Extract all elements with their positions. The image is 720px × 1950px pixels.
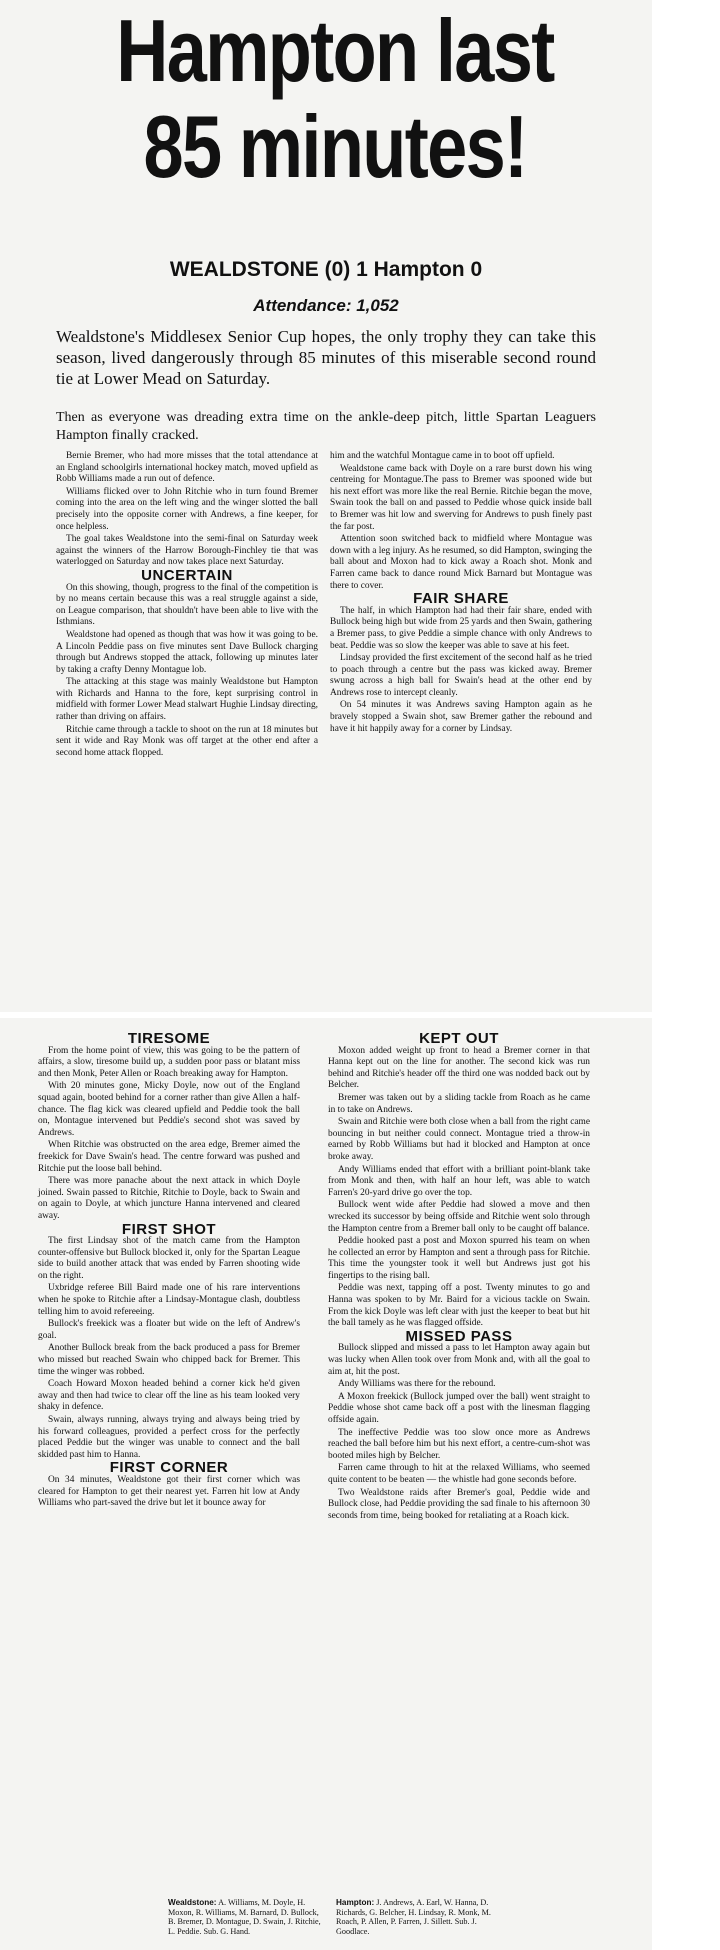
paragraph: A Moxon freekick (Bullock jumped over the ball) went straight to Peddie whose shot came back off a post with the linesman flagging offside again. [328, 1391, 590, 1425]
paragraph: With 20 minutes gone, Micky Doyle, now out of the England squad again, booted behind for a corner rather than give Allen a half-chance. The flag kick was cleared upfield and Peddie took the ball on, Montague intervened but Peddie's second shot was saved by Andrews. [38, 1081, 300, 1138]
intro-paragraph: Wealdstone's Middlesex Senior Cup hopes, the only trophy they can take this season, lived dangerously through 85 minutes of this miserable second round tie at Lower Mead on Saturday. [56, 327, 596, 388]
paragraph: Peddie hooked past a post and Moxon spurred his team on when he collected an error by Hampton and sent a through pass for Ritchie. This time the youngster took it well but Andrews just got his fingertips to the rising ball. [328, 1236, 590, 1281]
subheading-first-shot: FIRST SHOT [121, 1220, 217, 1238]
paragraph: On 34 minutes, Wealdstone got their first corner which was cleared for Hampton to get their nearest yet. Farren hit low at Andy Williams who part-saved the drive but let it bounce away for [38, 1474, 300, 1509]
subheading-uncertain: UNCERTAIN [141, 566, 233, 584]
paragraph: Andy Williams ended that effort with a brilliant point-blank take from Monk and then, with half an hour left, was able to watch Farren's 20-yard drive go over the top. [328, 1164, 590, 1198]
article-clipping-top [0, 0, 652, 1012]
subheading-first-corner: FIRST CORNER [109, 1459, 229, 1477]
paragraph: The goal takes Wealdstone into the semi-final on Saturday week against the winners of the Harrow Borough-Finchley tie that was waterlogged on Saturday and now takes place next Saturday. [56, 534, 318, 568]
paragraph: Wealdstone came back with Doyle on a rare burst down his wing centreing for Montague.The pass to Bremer was spooned wide but his next effort was more like the real Bernie. Ritchie began the move, Swain took the ball on and passed to Peddie whose quick inside ball to Bremer was hit low and swerving for Andrews to push finely past the far post. [330, 463, 592, 532]
paragraph: Farren came through to hit at the relaxed Williams, who seemed quite content to be beaten — the whistle had gone seconds before. [328, 1463, 590, 1485]
lineup-label: Hampton: [336, 1898, 375, 1907]
paragraph: Two Wealdstone raids after Bremer's goal, Peddie wide and Bullock close, had Peddie providing the sad finale to his afternoon 30 seconds from time, being booked for retaliating at a Roach kick. [328, 1487, 590, 1521]
paragraph: There was more panache about the next attack in which Doyle joined. Swain passed to Ritchie, Ritchie to Doyle, back to Swain and on again to Doyle, at which juncture Hanna intervened and cleared away. [38, 1176, 300, 1221]
paragraph: Peddie was next, tapping off a post. Twenty minutes to go and Hanna was spoken to by Mr. Baird for a vicious tackle on Swain. From the kick Doyle was left clear with just the keeper to beat but hit the ball tamely as he was flagged offside. [328, 1283, 590, 1329]
lineup-list: A. Williams, M. Doyle, H. Moxon, R. Williams, M. Barnard, D. Bullock, B. Bremer, D. Montague, D. Swain, J. Ritchie, L. Peddie. Sub. G. Hand. [168, 1898, 321, 1936]
paragraph: On this showing, though, progress to the final of the competition is by no means certain because this was a real struggle against a side, on League comparison, that shouldn't have been able to live with the Isthmians. [56, 582, 318, 628]
paragraph: Bremer was taken out by a sliding tackle from Roach as he came in to take on Andrews. [328, 1092, 590, 1115]
paragraph: Moxon added weight up front to head a Bremer corner in that Hanna kept out on the line for another. The second kick was run behind and Ritchie's header off the third one was nodded back out by Belcher. [328, 1045, 590, 1091]
paragraph: The ineffective Peddie was too slow once more as Andrews reached the ball before him but his next effort, a centre-cum-shot was booted miles high by Belcher. [328, 1427, 590, 1461]
paragraph: Swain and Ritchie were both close when a ball from the right came bouncing in but neither could connect. Montague tried a throw-in earned by Robb Williams but had it blocked and Hampton at once broke away. [328, 1117, 591, 1162]
paragraph: Bernie Bremer, who had more misses that the total attendance at an England schoolgirls international hockey match, moved upfield as Robb Williams made a run out of defence. [56, 451, 318, 485]
hampton-lineup [336, 1898, 496, 1936]
article-clipping-bottom [0, 1018, 652, 1950]
lineup-list: J. Andrews, A. Earl, W. Hanna, D. Richards, G. Belcher, H. Lindsay, R. Monk, M. Roach, P. Allen, P. Farren, J. Sillett. Sub. J. Goodlace. [336, 1898, 491, 1936]
paragraph: From the home point of view, this was going to be the pattern of affairs, a slow, tiresome build up, a sudden poor pass or blatant miss and then Monk, Peter Allen or Roach breaking away for Hampton. [38, 1045, 300, 1079]
paragraph: Lindsay provided the first excitement of the second half as he tried to poach through a centre but the pass was kicked away. Bremer swung across a high ball for Swain's head at the other end by Andrews rose to intercept cleanly. [330, 653, 592, 698]
lineup-label: Wealdstone: [168, 1898, 217, 1907]
attendance: Attendance: 1,052 [253, 296, 399, 315]
left-column [56, 451, 318, 760]
right-column [330, 451, 592, 736]
paragraph: him and the watchful Montague came in to boot off upfield. [330, 451, 555, 461]
left-column [38, 1030, 300, 1511]
paragraph: Swain, always running, always trying and always being tried by his forward colleagues, provided a perfect cross for the perfectly placed Peddie but the winger was unable to connect and the ball skidded past him to Hanna. [38, 1415, 300, 1460]
paragraph: Wealdstone had opened as though that was how it was going to be. A Lincoln Peddie pass on five minutes sent Dave Bullock charging through but Andrews stopped the attack, following up minutes later by taking a crafty Denny Montague lob. [56, 629, 318, 675]
subheading-fair-share: FAIR SHARE [413, 590, 509, 608]
paragraph: Another Bullock break from the back produced a pass for Bremer who missed but reached Swain who chipped back for Bremer. This time the winger was robbed. [38, 1343, 300, 1377]
score-line: WEALDSTONE (0) 1 Hampton 0 [169, 258, 483, 281]
paragraph: Andy Williams was there for the rebound. [338, 1379, 496, 1390]
paragraph: The first Lindsay shot of the match came from the Hampton counter-offensive but Bullock blocked it, only for the Spartan League side to build another attack that was ended by Farren shooting wide on the right. [38, 1236, 300, 1281]
paragraph: The half, in which Hampton had had their fair share, ended with Bullock being high but wide from 25 yards and then Swain, gathering a Bremer pass, to give Peddie a simple chance with only Andrews to beat. Peddie was so slow the keeper was able to save at his feet. [330, 605, 592, 651]
subheading-missed-pass: MISSED PASS [405, 1327, 513, 1345]
paragraph: On 54 minutes it was Andrews saving Hampton again as he bravely stopped a Swain shot, saw Bremer gather the rebound and have it hit happily away for a corner by Lindsay. [330, 700, 592, 734]
paragraph: Williams flicked over to John Ritchie who in turn found Bremer coming into the area on the left wing and the winger slotted the ball precisely into the opposite corner with Andrews, a fine keeper, for once helpless. [56, 486, 318, 532]
paragraph: The attacking at this stage was mainly Wealdstone but Hampton with Richards and Hanna to the fore, kept surprising control in midfield with former Lower Mead stalwart Hughie Lindsay directing, rather than driving on affairs. [56, 677, 318, 723]
paragraph: Attention soon switched back to midfield where Montague was down with a leg injury. As he resumed, so did Hampton, swinging the ball about and Moxon had to kick away a Roach shot. Monk and Farren came back to dance round Mick Barnard but Montague was there to cover. [330, 534, 592, 591]
wealdstone-lineup [168, 1898, 326, 1936]
right-column [328, 1030, 591, 1523]
subheading-kept-out: KEPT OUT [419, 1030, 499, 1047]
paragraph: Bullock's freekick was a floater but wide on the left of Andrew's goal. [38, 1319, 300, 1341]
paragraph: Ritchie came through a tackle to shoot on the run at 18 minutes but sent it wide and Ray Monk was off target at the other end after a second home attack flopped. [56, 724, 318, 758]
headline-line-1: Hampton last [116, 1, 554, 100]
intro-paragraph-2: Then as everyone was dreading extra time on the ankle-deep pitch, little Spartan Leaguers Hampton finally cracked. [56, 410, 596, 443]
headline-line-2: 85 minutes! [143, 97, 527, 196]
paragraph: Coach Howard Moxon headed behind a corner kick he'd given away and then had twice to clear off the line as his team looked very shaky in defence. [38, 1379, 300, 1413]
paragraph: When Ritchie was obstructed on the area edge, Bremer aimed the freekick for Dave Swain's head. The centre forward was pushed and Ritchie put the loose ball behind. [38, 1140, 300, 1174]
paragraph: Uxbridge referee Bill Baird made one of his rare interventions when he spoke to Ritchie after a Lindsay-Montague clash, doubtless telling him to avoid refereeing. [38, 1283, 300, 1317]
paragraph: Bullock went wide after Peddie had slowed a move and then wrecked its successor by being offside and Ritchie went solo through the Hampton centre from a Bremer ball only to be caught off balance. [328, 1200, 590, 1234]
paragraph: Bullock slipped and missed a pass to let Hampton away again but was lucky when Allen took over from Monk and, with all the goal to aim at, hit the post. [328, 1343, 590, 1377]
subheading-tiresome: TIRESOME [127, 1030, 211, 1047]
